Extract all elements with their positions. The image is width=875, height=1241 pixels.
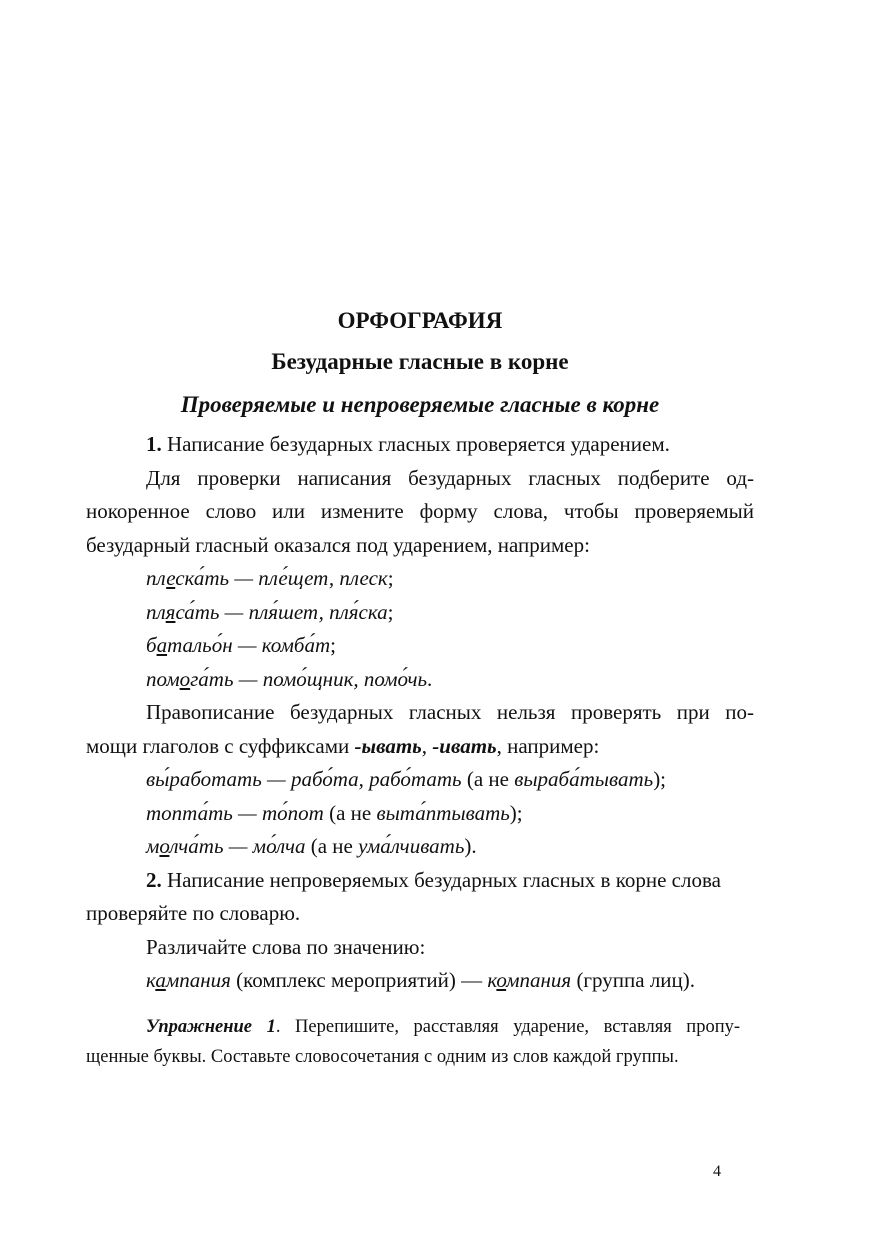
- topic-title: Проверяемые и непроверяемые гласные в корне: [180, 392, 660, 417]
- paragraph-line: безударный гласный оказался под ударением, например:: [86, 532, 590, 557]
- example-line: молча́ть — мо́лча (а не ума́лчивать).: [146, 834, 477, 858]
- example-line: кампания (комплекс мероприятий) — компания (группа лиц).: [146, 968, 696, 992]
- exercise-label: Упражнение 1: [146, 1017, 276, 1037]
- suffix: -ывать: [354, 733, 422, 758]
- page-number: 4: [713, 1163, 721, 1180]
- rule-number: 1.: [146, 432, 162, 456]
- body-text: [86, 428, 754, 998]
- suffix: -ивать: [432, 733, 497, 758]
- exercise-line: щенные буквы. Составьте словосочетания с одним из слов каждой группы.: [86, 1047, 679, 1067]
- paragraph-line: мощи глаголов с суффиксами -ывать, -ивать, например:: [86, 733, 600, 758]
- rule-number: 2.: [146, 867, 162, 892]
- example-line: топта́ть — то́пот (а не выта́птывать);: [146, 800, 523, 825]
- paragraph-line: нокоренное слово или измените форму слова, чтобы проверяемый: [86, 499, 754, 523]
- paragraph-line: Различайте слова по значению:: [146, 934, 426, 959]
- rule-1-line: 1. Написание безударных гласных проверяется ударением.: [146, 432, 670, 456]
- example-line: плеска́ть — пле́щет, плеск;: [146, 566, 394, 590]
- section-title: ОРФОГРАФИЯ: [337, 308, 503, 333]
- example-line: вы́работать — рабо́та, рабо́тать (а не выраба́тывать);: [146, 767, 667, 791]
- exercise-block: [86, 1012, 740, 1072]
- example-line: помога́ть — помо́щник, помо́чь.: [146, 666, 433, 691]
- paragraph-line: Для проверки написания безударных гласных подберите од-: [146, 465, 754, 490]
- exercise-line: Упражнение 1. Перепишите, расставляя ударение, вставляя пропу-: [146, 1017, 740, 1037]
- paragraph-line: проверяйте по словарю.: [86, 901, 301, 925]
- example-line: батальо́н — комба́т;: [146, 633, 336, 657]
- example-line: пляса́ть — пля́шет, пля́ска;: [146, 599, 394, 624]
- paragraph-line: Правописание безударных гласных нельзя проверять при по-: [146, 700, 754, 724]
- subsection-title: Безударные гласные в корне: [271, 349, 569, 374]
- rule-2-line: 2. Написание непроверяемых безударных гласных в корне слова: [146, 867, 721, 892]
